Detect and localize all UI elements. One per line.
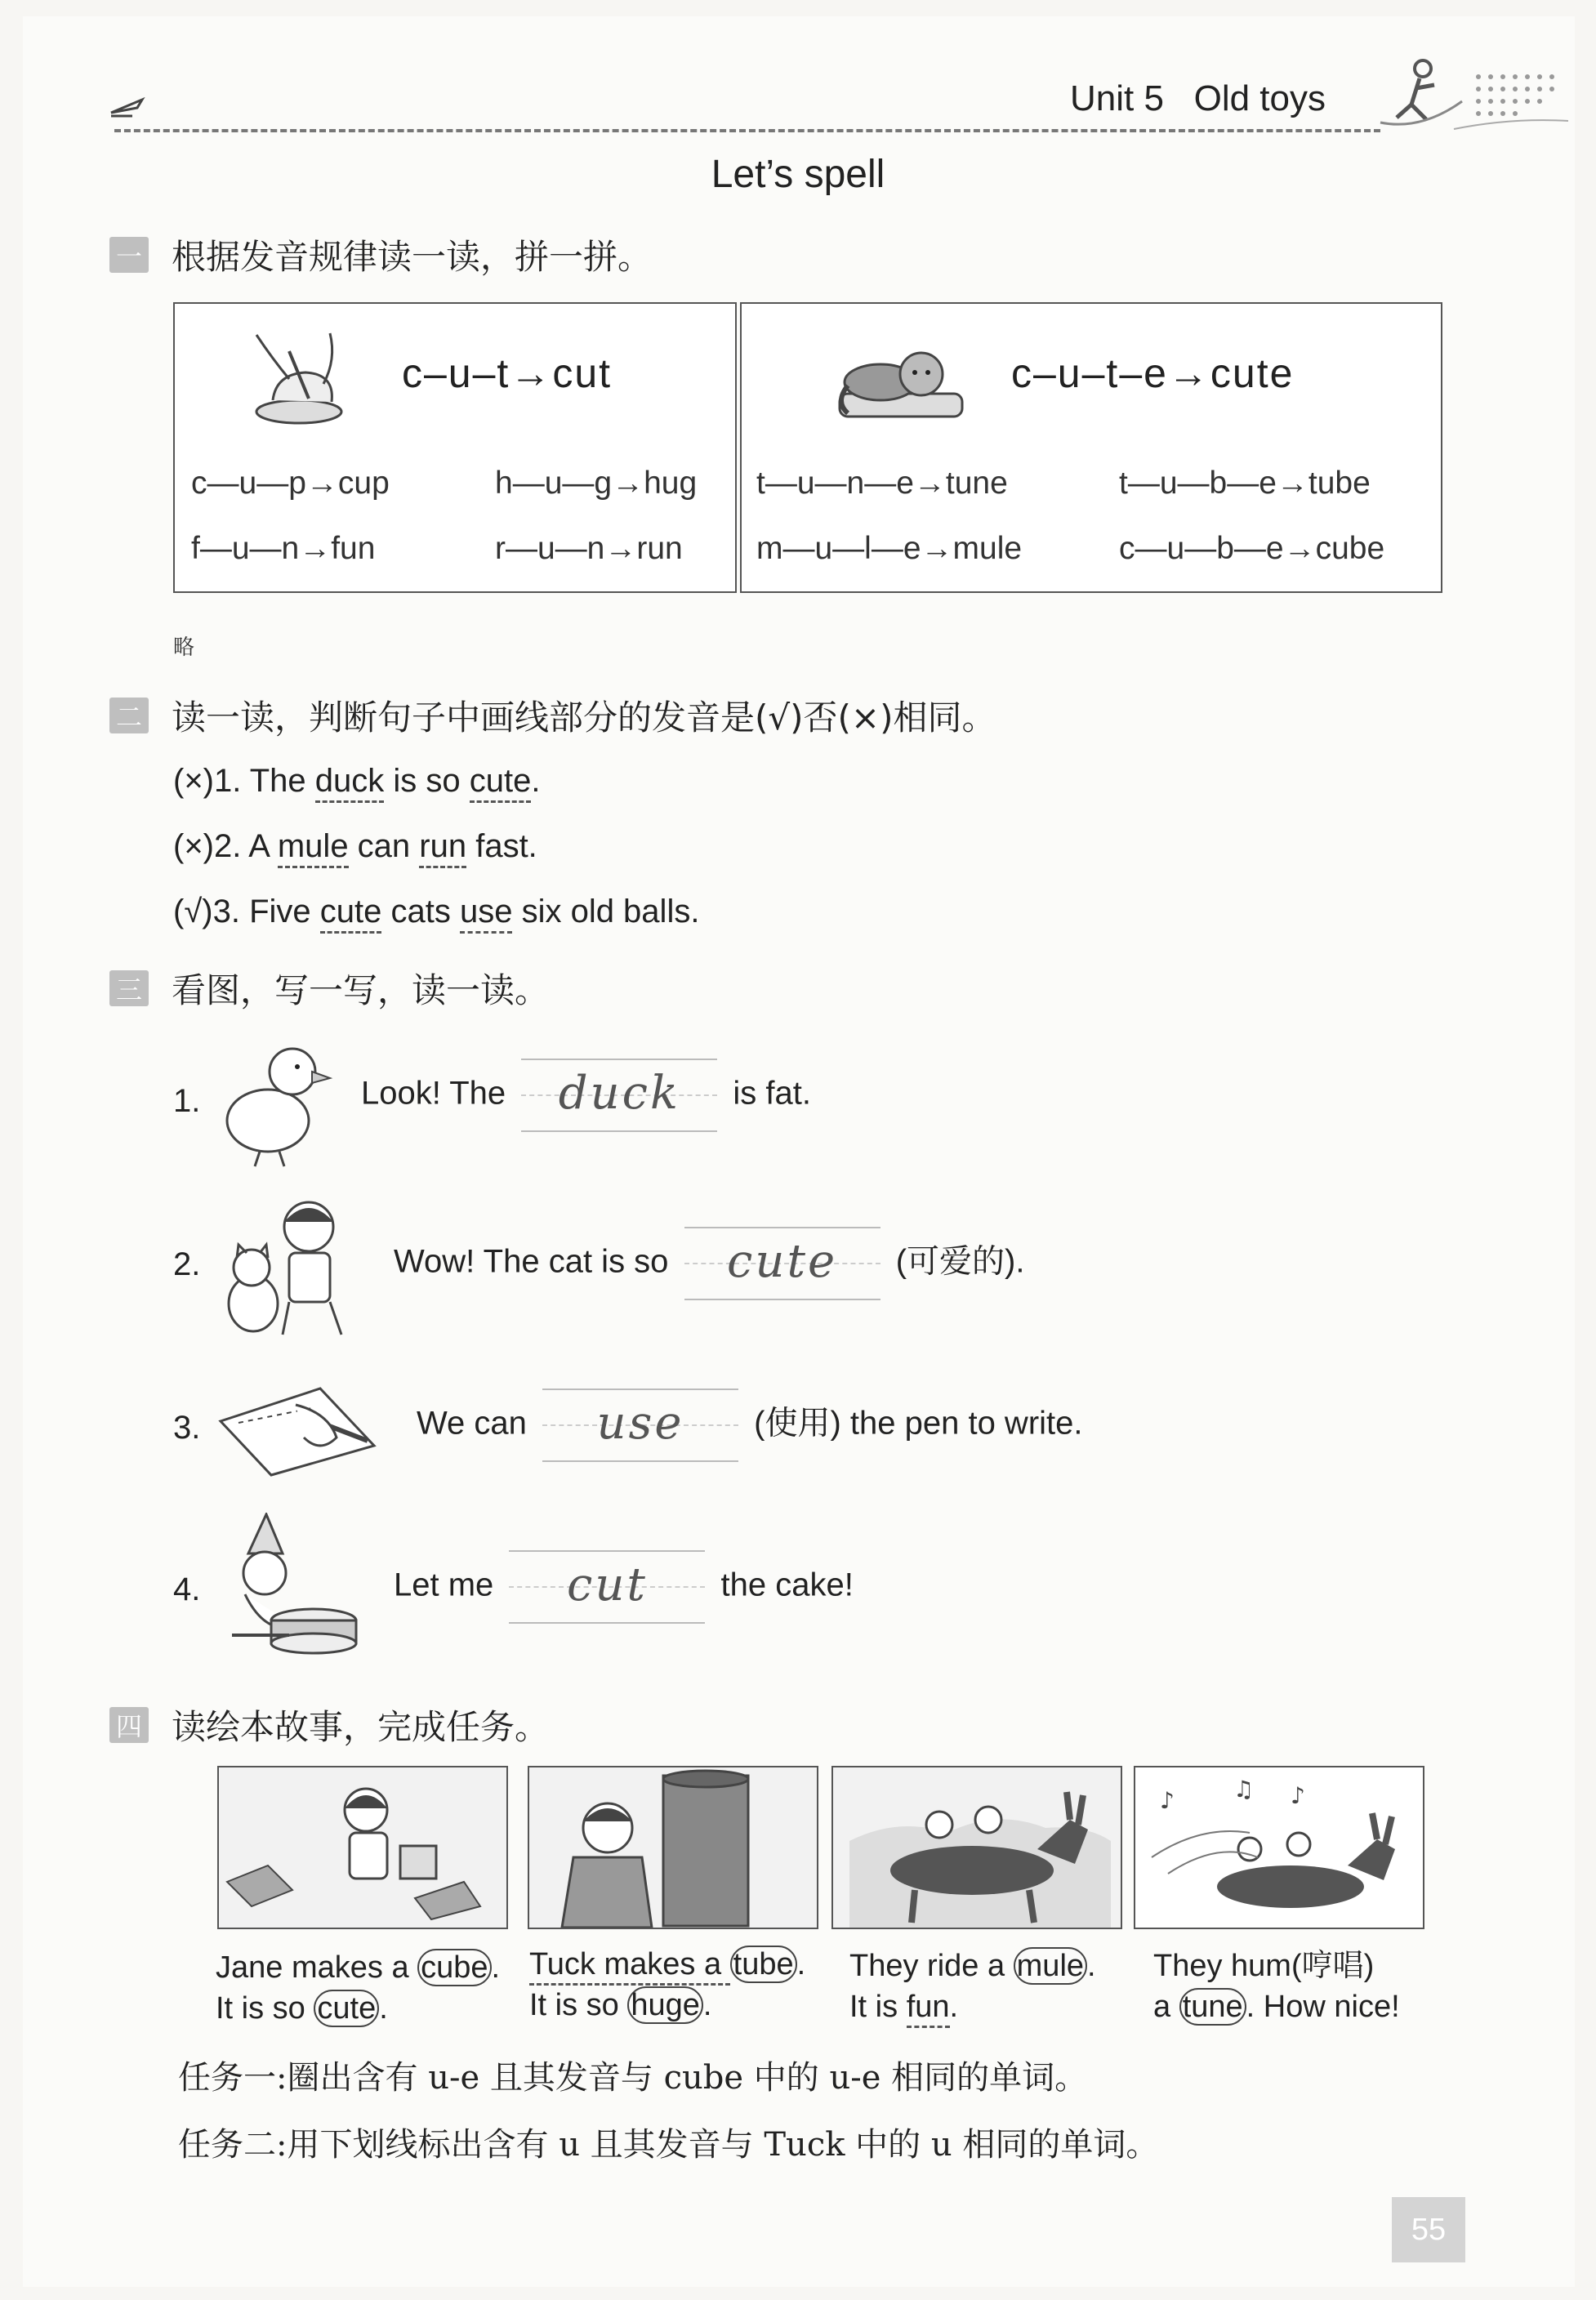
fill-sentence-1: Look! The duck is fat. [361,1059,811,1132]
handwritten-answer: duck [558,1067,680,1120]
part4-heading [109,1700,549,1750]
answer-blank[interactable] [521,1059,717,1132]
fill-sentence-3: We can use (使用) the pen to write. [417,1388,1083,1462]
judge-item-3: (√)3. Five cute cats use six old balls. [173,894,699,930]
circled-word: cube [417,1949,491,1986]
answer-mark: (√) [173,894,213,929]
spell-item: m—u—l—e→mule [756,531,1023,566]
svg-text:♫: ♫ [1233,1776,1255,1803]
part4-instruction: 读绘本故事，完成任务。 [172,1707,550,1747]
answer-blank[interactable] [509,1550,705,1624]
circled-word: tube [730,1946,797,1983]
part2-heading [109,691,996,740]
answer-mark: (×) [173,763,214,799]
children-riding-mule-icon [833,1767,1121,1928]
spell-item: f—u—n→fun [191,531,376,566]
underlined-word: duck [315,763,385,803]
handwritten-answer: use [596,1397,684,1450]
page-number: 55 [1392,2197,1465,2262]
boy-with-tube-icon [529,1767,817,1928]
handwritten-answer: cut [566,1558,648,1611]
part1-heading [109,230,652,279]
children-humming-tune-icon [1135,1767,1423,1928]
item-number: 3. [173,1410,201,1446]
circled-word: tune [1179,1988,1246,2026]
spell-box-left [173,302,737,593]
section-number-badge: 一 [109,237,149,273]
spell-item: c—u—p→cup [191,466,390,501]
spell-item: c—u—b—e→cube [1119,531,1385,566]
item-number: 1. [173,1083,201,1119]
circled-word: huge [627,1986,703,2024]
handwritten-answer: cute [727,1235,838,1288]
item-number: 4. [173,1571,201,1607]
part3-heading [109,964,549,1013]
section-number-badge: 四 [109,1707,149,1743]
answer-blank[interactable] [684,1227,880,1300]
cutting-bread-icon [240,327,363,433]
task-two: 任务二:用下划线标出含有 u 且其发音与 Tuck 中的 u 相同的单词。 [178,2126,1159,2164]
spell-item: t—u—n—e→tune [756,466,1008,501]
section-number-badge: 二 [109,698,149,733]
task-one: 任务一:圈出含有 u-e 且其发音与 cube 中的 u-e 相同的单词。 [178,2059,1088,2097]
unit-title: Unit 5 Old toys [1070,78,1326,118]
story-panel-2 [528,1766,818,1929]
section-title: Let’s spell [711,153,885,196]
svg-text:♪: ♪ [1160,1787,1175,1814]
underlined-word: fun [907,1990,950,2028]
story-caption-2: Tuck makes a tube . It is so huge . [529,1947,806,2022]
spell-item: r—u—n→run [495,531,683,566]
item-number: 2. [173,1246,201,1282]
fill-sentence-2: Wow! The cat is so cute (可爱的). [394,1227,1024,1300]
answer-blank[interactable] [542,1388,738,1462]
spell-item: t—u—b—e→tube [1119,466,1371,501]
circled-word: cute [314,1990,379,2027]
answer-mark: (×) [173,828,214,864]
pen-icon [109,95,145,119]
red-panda-icon [831,328,970,435]
runner-logo-icon [1372,52,1585,142]
circled-word: mule [1014,1947,1087,1985]
part1-instruction: 根据发音规律读一读，拼一拼。 [172,237,653,277]
spell-box-right [740,302,1442,593]
spell-main-left: c–u–t→cut [402,350,613,396]
spell-main-right: c–u–t–e→cute [1011,350,1295,396]
underlined-word: mule [278,828,349,868]
underlined-word: cute [320,894,382,934]
boy-with-cat-icon [214,1189,361,1344]
fill-sentence-4: Let me cut the cake! [394,1550,854,1624]
svg-text:♪: ♪ [1291,1782,1305,1809]
boy-cutting-cake-icon [216,1513,363,1668]
underlined-word: use [460,894,513,934]
writing-hand-icon [214,1380,377,1478]
part3-instruction: 看图，写一写，读一读。 [172,970,550,1010]
judge-item-1: (×)1. The duck is so cute. [173,763,541,800]
underlined-word: cute [470,763,532,803]
spell-item: h—u—g→hug [495,466,698,501]
story-caption-1: Jane makes a cube . It is so cute . [216,1950,501,2026]
story-caption-4: They hum(哼唱) a tune . How nice! [1153,1949,1400,2024]
story-caption-3: They ride a mule . It is fun. [849,1946,1096,2027]
header-divider [114,129,1380,132]
underlined-word: run [419,828,466,868]
judge-item-2: (×)2. A mule can run fast. [173,828,537,865]
story-panel-4 [1134,1766,1424,1929]
section-number-badge: 三 [109,970,149,1006]
story-panel-1 [217,1766,508,1929]
part2-instruction: 读一读，判断句子中画线部分的发音是(√)否(×)相同。 [172,698,996,738]
girl-with-cube-icon [219,1767,506,1928]
story-panel-3 [831,1766,1122,1929]
duck-icon [211,1031,333,1170]
answer-note: 略 [173,635,195,660]
